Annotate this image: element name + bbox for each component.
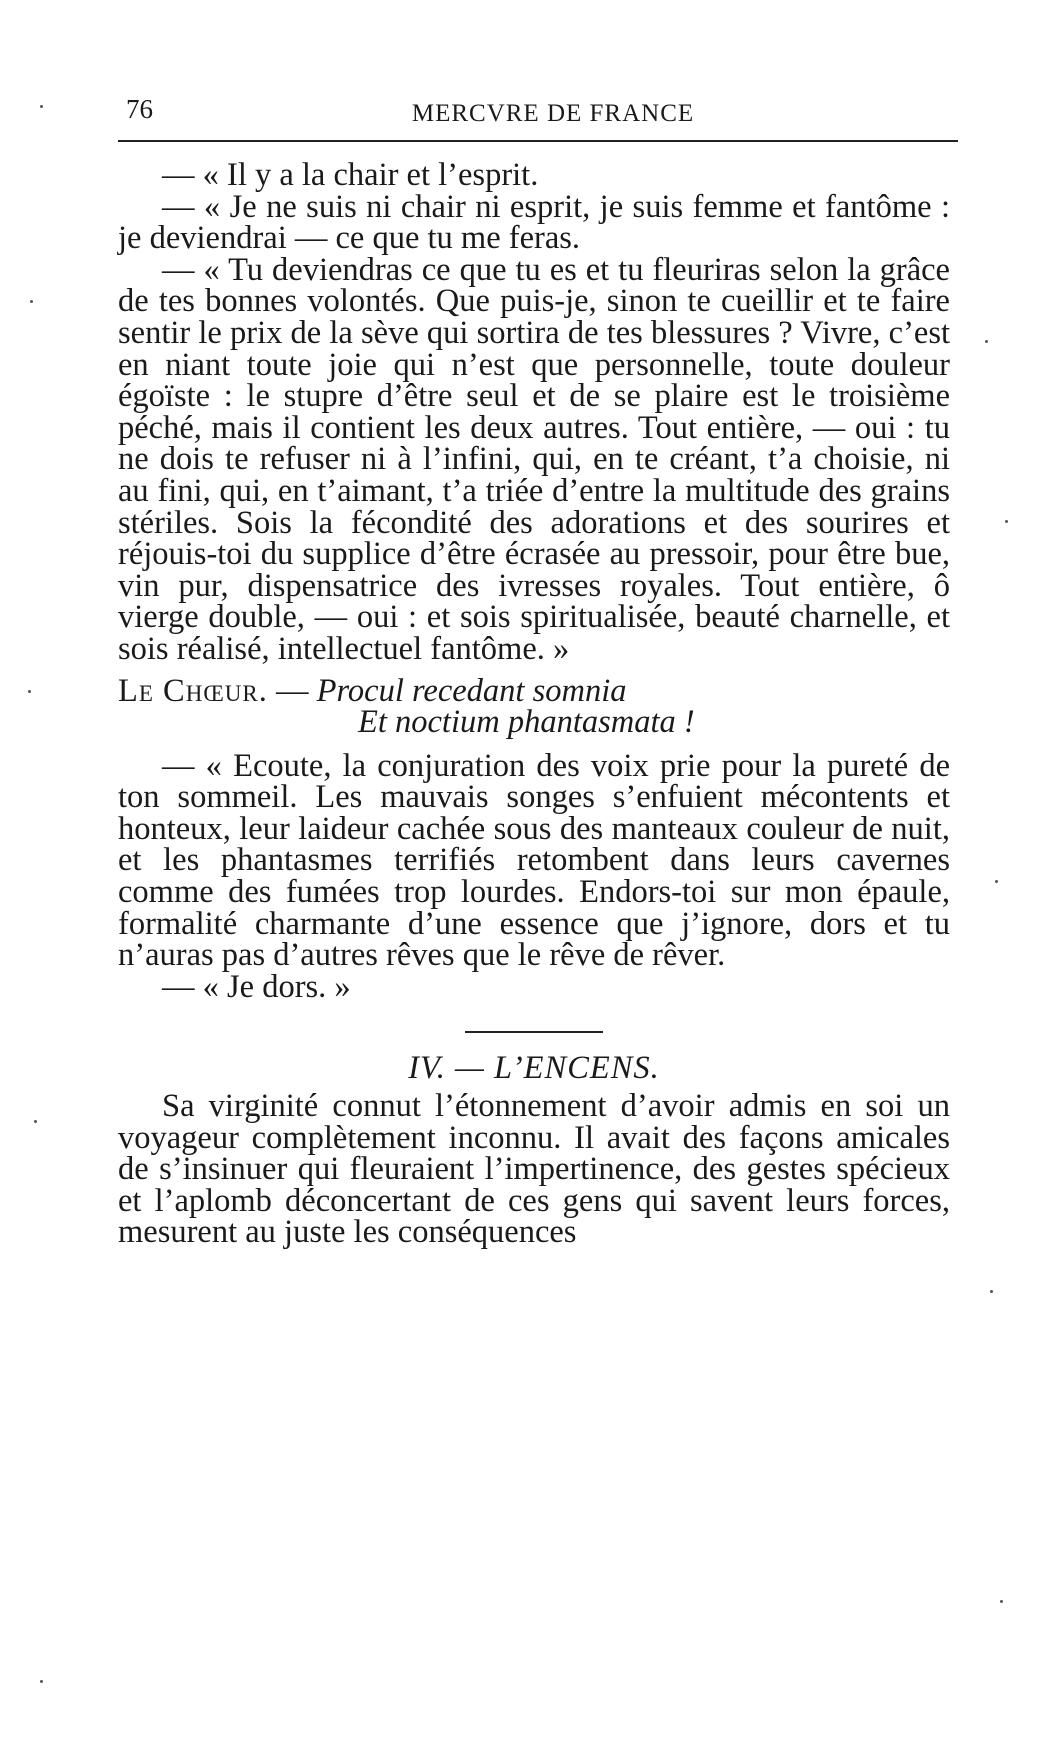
chorus-verse [118,672,950,741]
paragraph: — « Je dors. » [162,968,351,1005]
header-rule [118,140,958,142]
scan-speck [990,1290,993,1293]
page-number: 76 [126,94,153,124]
body-text [118,157,950,1251]
chorus-speaker: Le Chœur. [118,672,268,709]
running-title: MERCVRE DE FRANCE [411,100,695,127]
scan-speck [30,300,33,303]
chorus-line [118,672,950,709]
scan-speck [1005,520,1008,523]
section-divider [465,1031,603,1033]
scan-speck [985,340,988,343]
chorus-verse-line: Et noctium phantasmata ! [358,704,695,741]
scan-speck [40,105,43,108]
section-heading: IV. — L’ENCENS. [408,1050,660,1087]
scan-speck [995,880,998,883]
paragraph: — « Tu deviendras ce que tu es et tu fleuriras selon la grâce de tes bonnes volontés. Que puis-je, sinon te cueillir et te faire sentir le prix de la sève qui sortira de tes blessures ? Vivre, c’est en niant toute joie qui n’est que personnelle, toute douleur égoïste : le stupre d’être seul et de se plaire est le troisième péché, mais il contient les deux autres. Tout entière, — oui : tu ne dois te refuser ni à l’infini, qui, en te créant, t’a choisie, ni au fini, qui, en t’aimant, t’a triée d’entre la multitude des grains stériles. Sois la fécondité des adorations et des sourires et réjouis-toi du supplice d’être écrasée au pressoir, pour être bue, vin pur, dispensatrice des ivresses royales. Tout entière, ô vierge double, — oui : et sois spiritualisée, beauté charnelle, et sois réalisé, intellectuel fantôme. » [118,251,950,667]
paragraph: Sa virginité connut l’étonnement d’avoir admis en soi un voyageur complètement inconnu. Il avait des façons amicales de s’insinuer qui fleuraient l’impertinence, des gestes spécieux et l’aplomb déconcertant de ces gens qui savent leurs forces, mesurent au juste les conséquences [118,1088,950,1251]
paragraph: — « Ecoute, la conjuration des voix prie pour la pureté de ton sommeil. Les mauvais songes s’enfuient mécontents et honteux, leur laideur cachée sous des manteaux couleur de nuit, et les phantasmes terrifiés retombent dans leurs cavernes comme des fumées trop lourdes. Endors-toi sur mon épaule, formalité charmante d’une essence que j’ignore, dors et tu n’auras pas d’autres rêves que le rêve de rêver. [118,747,950,974]
scan-speck [28,690,31,693]
chorus-verse-line: Procul recedant somnia [316,672,627,709]
paragraph: — « Il y a la chair et l’esprit. [162,157,539,193]
scan-speck [34,1120,37,1123]
chorus-dash: — [267,672,317,709]
paragraph: — « Je ne suis ni chair ni esprit, je suis femme et fantôme : je deviendrai — ce que tu me feras. [118,188,950,257]
scan-speck [1000,1600,1003,1603]
page-header [118,88,958,138]
scan-speck [40,1680,43,1683]
